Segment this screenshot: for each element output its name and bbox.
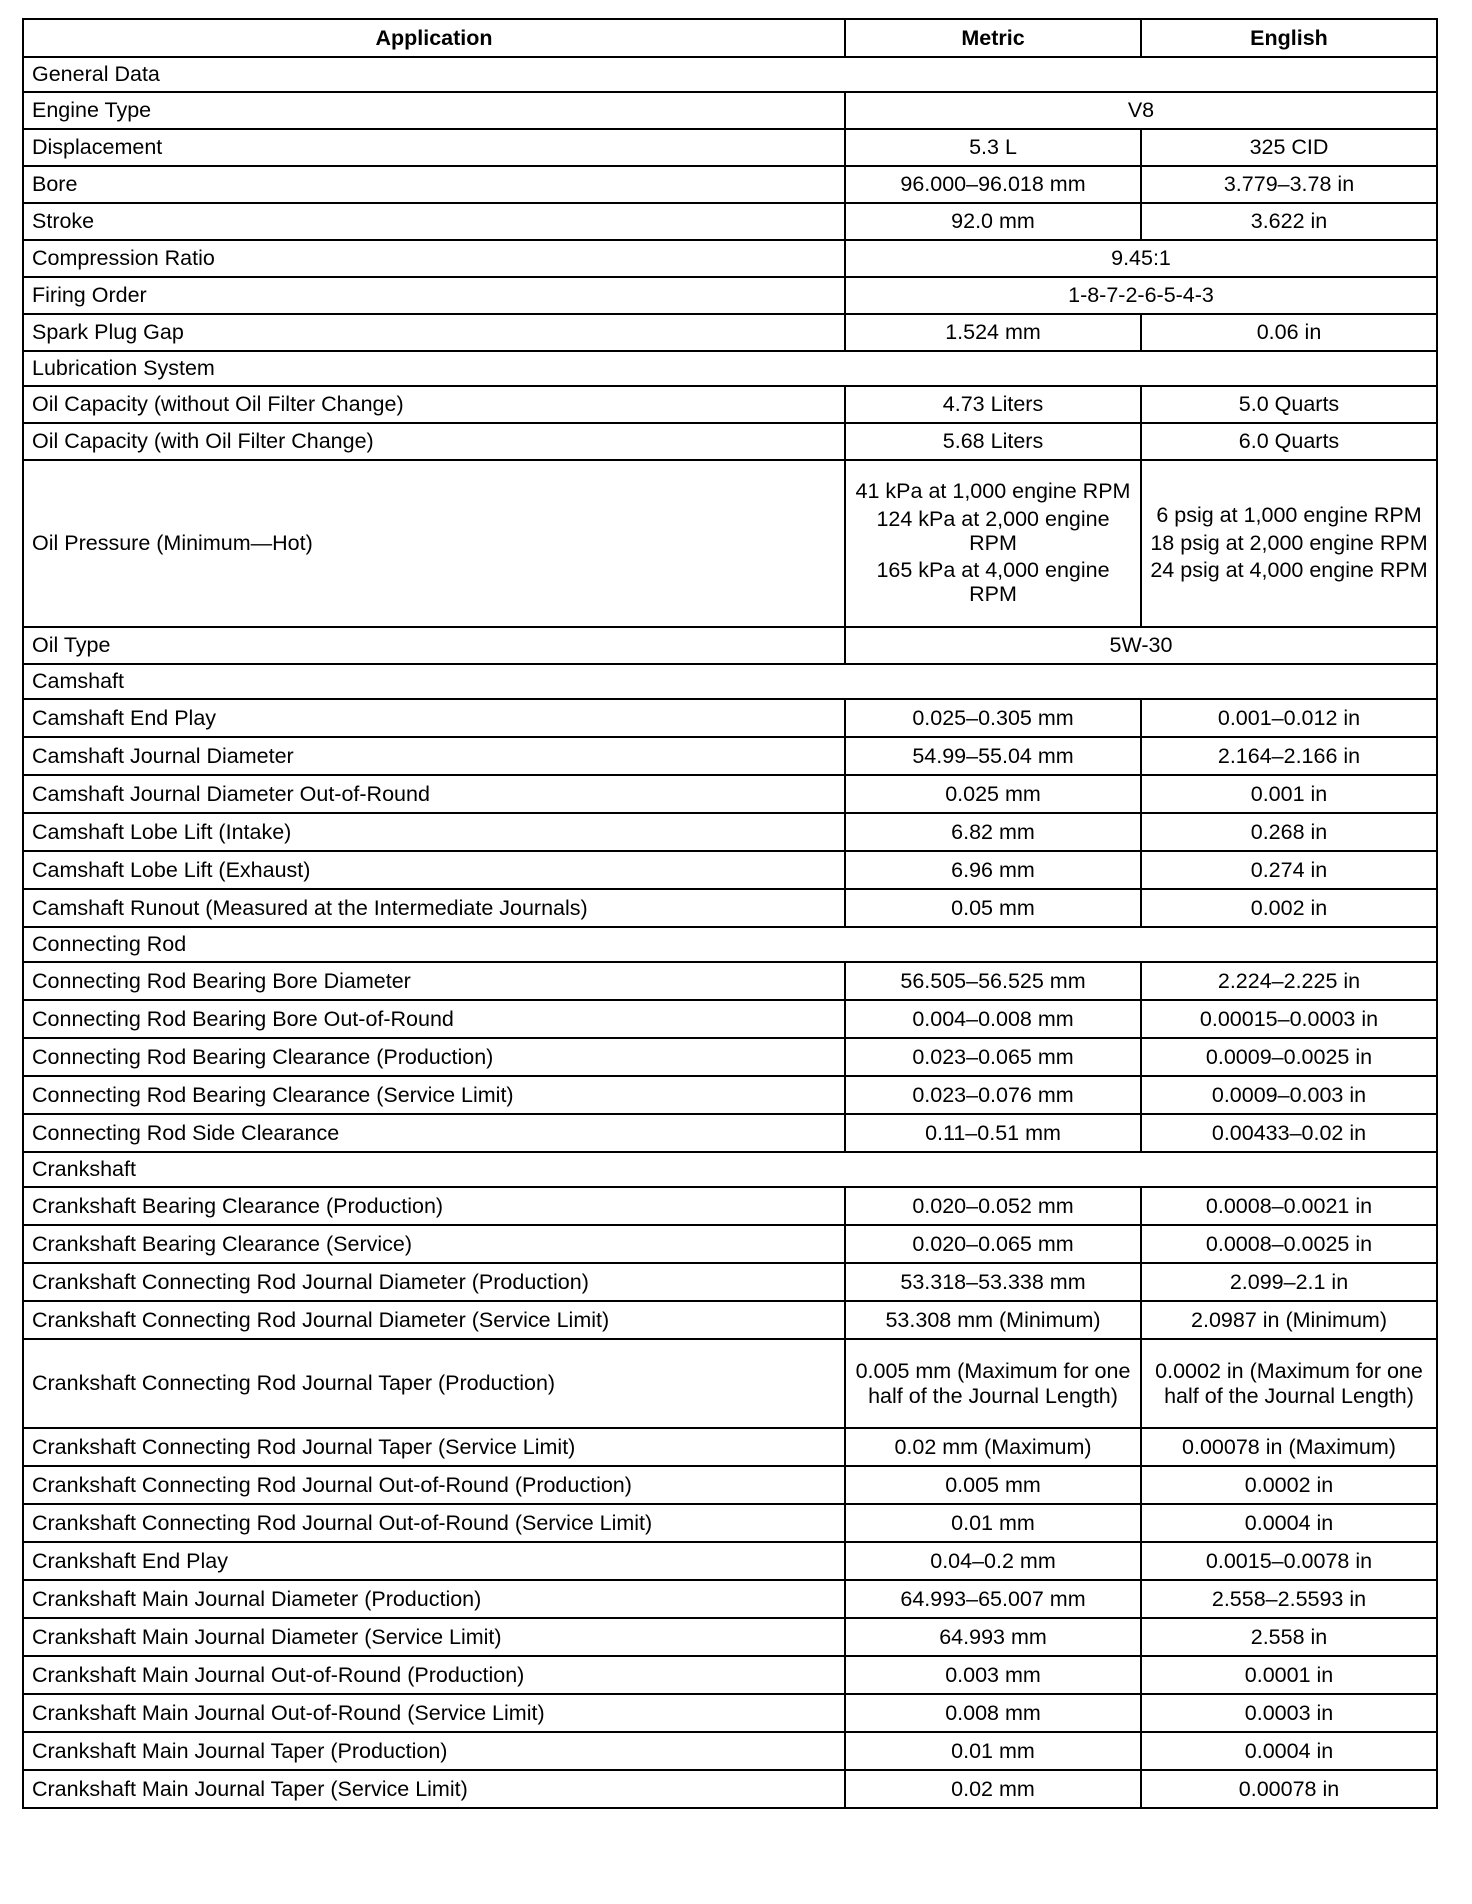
english-value: 0.001–0.012 in	[1141, 699, 1437, 737]
table-row	[23, 1732, 1437, 1770]
table-row	[23, 203, 1437, 240]
application-column-header: Application	[23, 19, 845, 57]
english-value: 325 CID	[1141, 129, 1437, 166]
section-row	[23, 664, 1437, 699]
row-value: 1-8-7-2-6-5-4-3	[845, 277, 1437, 314]
row-label: Crankshaft Connecting Rod Journal Out-of-Round (Production)	[23, 1466, 845, 1504]
table-row	[23, 314, 1437, 351]
english-value: 0.00433–0.02 in	[1141, 1114, 1437, 1152]
metric-value: 53.308 mm (Minimum)	[845, 1301, 1141, 1339]
metric-value: 0.01 mm	[845, 1504, 1141, 1542]
english-value: 5.0 Quarts	[1141, 386, 1437, 423]
english-value: 0.274 in	[1141, 851, 1437, 889]
table-row	[23, 1225, 1437, 1263]
row-label: Compression Ratio	[23, 240, 845, 277]
english-value: 2.224–2.225 in	[1141, 962, 1437, 1000]
metric-value: 0.01 mm	[845, 1732, 1141, 1770]
oil-pressure-metric-line: 124 kPa at 2,000 engine RPM	[876, 507, 1110, 555]
oil-pressure-english-line: 6 psig at 1,000 engine RPM	[1156, 503, 1422, 528]
row-label: Crankshaft Bearing Clearance (Service)	[23, 1225, 845, 1263]
metric-value: 4.73 Liters	[845, 386, 1141, 423]
english-value: 0.0009–0.0025 in	[1141, 1038, 1437, 1076]
table-row	[23, 737, 1437, 775]
metric-value: 54.99–55.04 mm	[845, 737, 1141, 775]
table-row	[23, 166, 1437, 203]
section-title-connecting-rod: Connecting Rod	[23, 927, 1437, 962]
metric-value	[845, 460, 1141, 627]
oil-pressure-metric-line: 41 kPa at 1,000 engine RPM	[855, 479, 1131, 504]
table-row	[23, 1694, 1437, 1732]
row-label: Camshaft Lobe Lift (Exhaust)	[23, 851, 845, 889]
metric-value: 96.000–96.018 mm	[845, 166, 1141, 203]
metric-value: 0.025–0.305 mm	[845, 699, 1141, 737]
english-value: 2.164–2.166 in	[1141, 737, 1437, 775]
english-column-header: English	[1141, 19, 1437, 57]
english-value: 0.00078 in	[1141, 1770, 1437, 1808]
row-label: Oil Capacity (with Oil Filter Change)	[23, 423, 845, 460]
row-label: Camshaft End Play	[23, 699, 845, 737]
row-label: Crankshaft End Play	[23, 1542, 845, 1580]
row-label: Crankshaft Connecting Rod Journal Taper (Production)	[23, 1339, 845, 1428]
section-row	[23, 927, 1437, 962]
oil-pressure-metric-line: 165 kPa at 4,000 engine RPM	[876, 558, 1110, 606]
english-value: 0.0009–0.003 in	[1141, 1076, 1437, 1114]
table-row	[23, 1187, 1437, 1225]
row-label: Oil Type	[23, 627, 845, 664]
row-label: Oil Capacity (without Oil Filter Change)	[23, 386, 845, 423]
english-value: 0.00015–0.0003 in	[1141, 1000, 1437, 1038]
english-value: 6.0 Quarts	[1141, 423, 1437, 460]
table-row	[23, 627, 1437, 664]
english-value: 0.00078 in (Maximum)	[1141, 1428, 1437, 1466]
table-row	[23, 460, 1437, 627]
metric-value: 56.505–56.525 mm	[845, 962, 1141, 1000]
metric-value: 0.02 mm	[845, 1770, 1141, 1808]
english-value: 0.0004 in	[1141, 1732, 1437, 1770]
section-title-crankshaft: Crankshaft	[23, 1152, 1437, 1187]
table-row	[23, 1428, 1437, 1466]
table-row	[23, 1656, 1437, 1694]
english-value: 0.06 in	[1141, 314, 1437, 351]
engine-specifications-table	[22, 18, 1438, 1809]
metric-value: 0.008 mm	[845, 1694, 1141, 1732]
metric-value: 0.02 mm (Maximum)	[845, 1428, 1141, 1466]
row-label: Displacement	[23, 129, 845, 166]
row-value: V8	[845, 92, 1437, 129]
metric-value: 6.82 mm	[845, 813, 1141, 851]
metric-value: 64.993–65.007 mm	[845, 1580, 1141, 1618]
table-row	[23, 1504, 1437, 1542]
row-label: Crankshaft Main Journal Diameter (Service Limit)	[23, 1618, 845, 1656]
english-value: 2.558–2.5593 in	[1141, 1580, 1437, 1618]
metric-value: 6.96 mm	[845, 851, 1141, 889]
oil-pressure-english-line: 18 psig at 2,000 engine RPM	[1150, 530, 1428, 555]
row-label: Connecting Rod Bearing Bore Diameter	[23, 962, 845, 1000]
table-row	[23, 1301, 1437, 1339]
english-value: 0.0008–0.0025 in	[1141, 1225, 1437, 1263]
english-value: 0.268 in	[1141, 813, 1437, 851]
row-label: Crankshaft Connecting Rod Journal Diameter (Service Limit)	[23, 1301, 845, 1339]
row-label: Connecting Rod Bearing Bore Out-of-Round	[23, 1000, 845, 1038]
row-label: Camshaft Lobe Lift (Intake)	[23, 813, 845, 851]
metric-value: 1.524 mm	[845, 314, 1141, 351]
english-value: 0.001 in	[1141, 775, 1437, 813]
row-label: Bore	[23, 166, 845, 203]
english-value: 0.0004 in	[1141, 1504, 1437, 1542]
row-label: Crankshaft Bearing Clearance (Production)	[23, 1187, 845, 1225]
metric-value: 0.003 mm	[845, 1656, 1141, 1694]
metric-value: 0.020–0.065 mm	[845, 1225, 1141, 1263]
metric-value: 0.020–0.052 mm	[845, 1187, 1141, 1225]
table-row	[23, 699, 1437, 737]
table-header-row	[23, 19, 1437, 57]
english-value: 0.0001 in	[1141, 1656, 1437, 1694]
oil-pressure-english-line: 24 psig at 4,000 engine RPM	[1150, 558, 1428, 583]
table-row	[23, 1618, 1437, 1656]
table-row	[23, 813, 1437, 851]
english-value: 0.0008–0.0021 in	[1141, 1187, 1437, 1225]
metric-value: 0.025 mm	[845, 775, 1141, 813]
row-label: Crankshaft Main Journal Out-of-Round (Production)	[23, 1656, 845, 1694]
section-title-general: General Data	[23, 57, 1437, 92]
english-value: 0.0002 in	[1141, 1466, 1437, 1504]
table-row	[23, 851, 1437, 889]
table-row	[23, 386, 1437, 423]
english-value: 2.558 in	[1141, 1618, 1437, 1656]
metric-value: 0.023–0.065 mm	[845, 1038, 1141, 1076]
table-row	[23, 962, 1437, 1000]
metric-value: 92.0 mm	[845, 203, 1141, 240]
metric-value: 0.005 mm	[845, 1466, 1141, 1504]
row-label: Firing Order	[23, 277, 845, 314]
table-row	[23, 92, 1437, 129]
row-value: 9.45:1	[845, 240, 1437, 277]
table-row	[23, 1770, 1437, 1808]
row-value: 5W-30	[845, 627, 1437, 664]
table-row	[23, 1339, 1437, 1428]
table-row	[23, 129, 1437, 166]
row-label: Camshaft Journal Diameter Out-of-Round	[23, 775, 845, 813]
row-label: Connecting Rod Bearing Clearance (Service Limit)	[23, 1076, 845, 1114]
english-value: 0.0002 in (Maximum for one half of the Journal Length)	[1141, 1339, 1437, 1428]
section-row	[23, 57, 1437, 92]
row-label: Spark Plug Gap	[23, 314, 845, 351]
table-row	[23, 1580, 1437, 1618]
row-label: Crankshaft Connecting Rod Journal Taper (Service Limit)	[23, 1428, 845, 1466]
row-label: Crankshaft Main Journal Taper (Service Limit)	[23, 1770, 845, 1808]
table-row	[23, 775, 1437, 813]
row-label: Connecting Rod Side Clearance	[23, 1114, 845, 1152]
table-row	[23, 1466, 1437, 1504]
english-value: 3.779–3.78 in	[1141, 166, 1437, 203]
metric-value: 53.318–53.338 mm	[845, 1263, 1141, 1301]
table-row	[23, 1263, 1437, 1301]
english-value	[1141, 460, 1437, 627]
english-value: 0.0003 in	[1141, 1694, 1437, 1732]
row-label: Crankshaft Connecting Rod Journal Diameter (Production)	[23, 1263, 845, 1301]
english-value: 2.0987 in (Minimum)	[1141, 1301, 1437, 1339]
row-label: Crankshaft Main Journal Out-of-Round (Service Limit)	[23, 1694, 845, 1732]
table-row	[23, 1542, 1437, 1580]
row-label: Crankshaft Main Journal Taper (Production)	[23, 1732, 845, 1770]
table-row	[23, 277, 1437, 314]
section-row	[23, 1152, 1437, 1187]
row-label: Oil Pressure (Minimum—Hot)	[23, 460, 845, 627]
table-row	[23, 240, 1437, 277]
metric-value: 0.11–0.51 mm	[845, 1114, 1141, 1152]
english-value: 2.099–2.1 in	[1141, 1263, 1437, 1301]
table-row	[23, 1114, 1437, 1152]
row-label: Camshaft Runout (Measured at the Intermediate Journals)	[23, 889, 845, 927]
row-label: Crankshaft Connecting Rod Journal Out-of-Round (Service Limit)	[23, 1504, 845, 1542]
english-value: 0.002 in	[1141, 889, 1437, 927]
metric-value: 64.993 mm	[845, 1618, 1141, 1656]
metric-value: 0.05 mm	[845, 889, 1141, 927]
row-label: Engine Type	[23, 92, 845, 129]
english-value: 0.0015–0.0078 in	[1141, 1542, 1437, 1580]
metric-value: 5.3 L	[845, 129, 1141, 166]
metric-value: 0.023–0.076 mm	[845, 1076, 1141, 1114]
metric-value: 0.04–0.2 mm	[845, 1542, 1141, 1580]
metric-column-header: Metric	[845, 19, 1141, 57]
english-value: 3.622 in	[1141, 203, 1437, 240]
metric-value: 0.004–0.008 mm	[845, 1000, 1141, 1038]
table-row	[23, 1076, 1437, 1114]
metric-value: 5.68 Liters	[845, 423, 1141, 460]
row-label: Connecting Rod Bearing Clearance (Production)	[23, 1038, 845, 1076]
metric-value: 0.005 mm (Maximum for one half of the Journal Length)	[845, 1339, 1141, 1428]
section-title-lubrication: Lubrication System	[23, 351, 1437, 386]
section-row	[23, 351, 1437, 386]
row-label: Stroke	[23, 203, 845, 240]
table-row	[23, 889, 1437, 927]
row-label: Camshaft Journal Diameter	[23, 737, 845, 775]
row-label: Crankshaft Main Journal Diameter (Production)	[23, 1580, 845, 1618]
table-row	[23, 423, 1437, 460]
table-row	[23, 1038, 1437, 1076]
section-title-camshaft: Camshaft	[23, 664, 1437, 699]
table-row	[23, 1000, 1437, 1038]
